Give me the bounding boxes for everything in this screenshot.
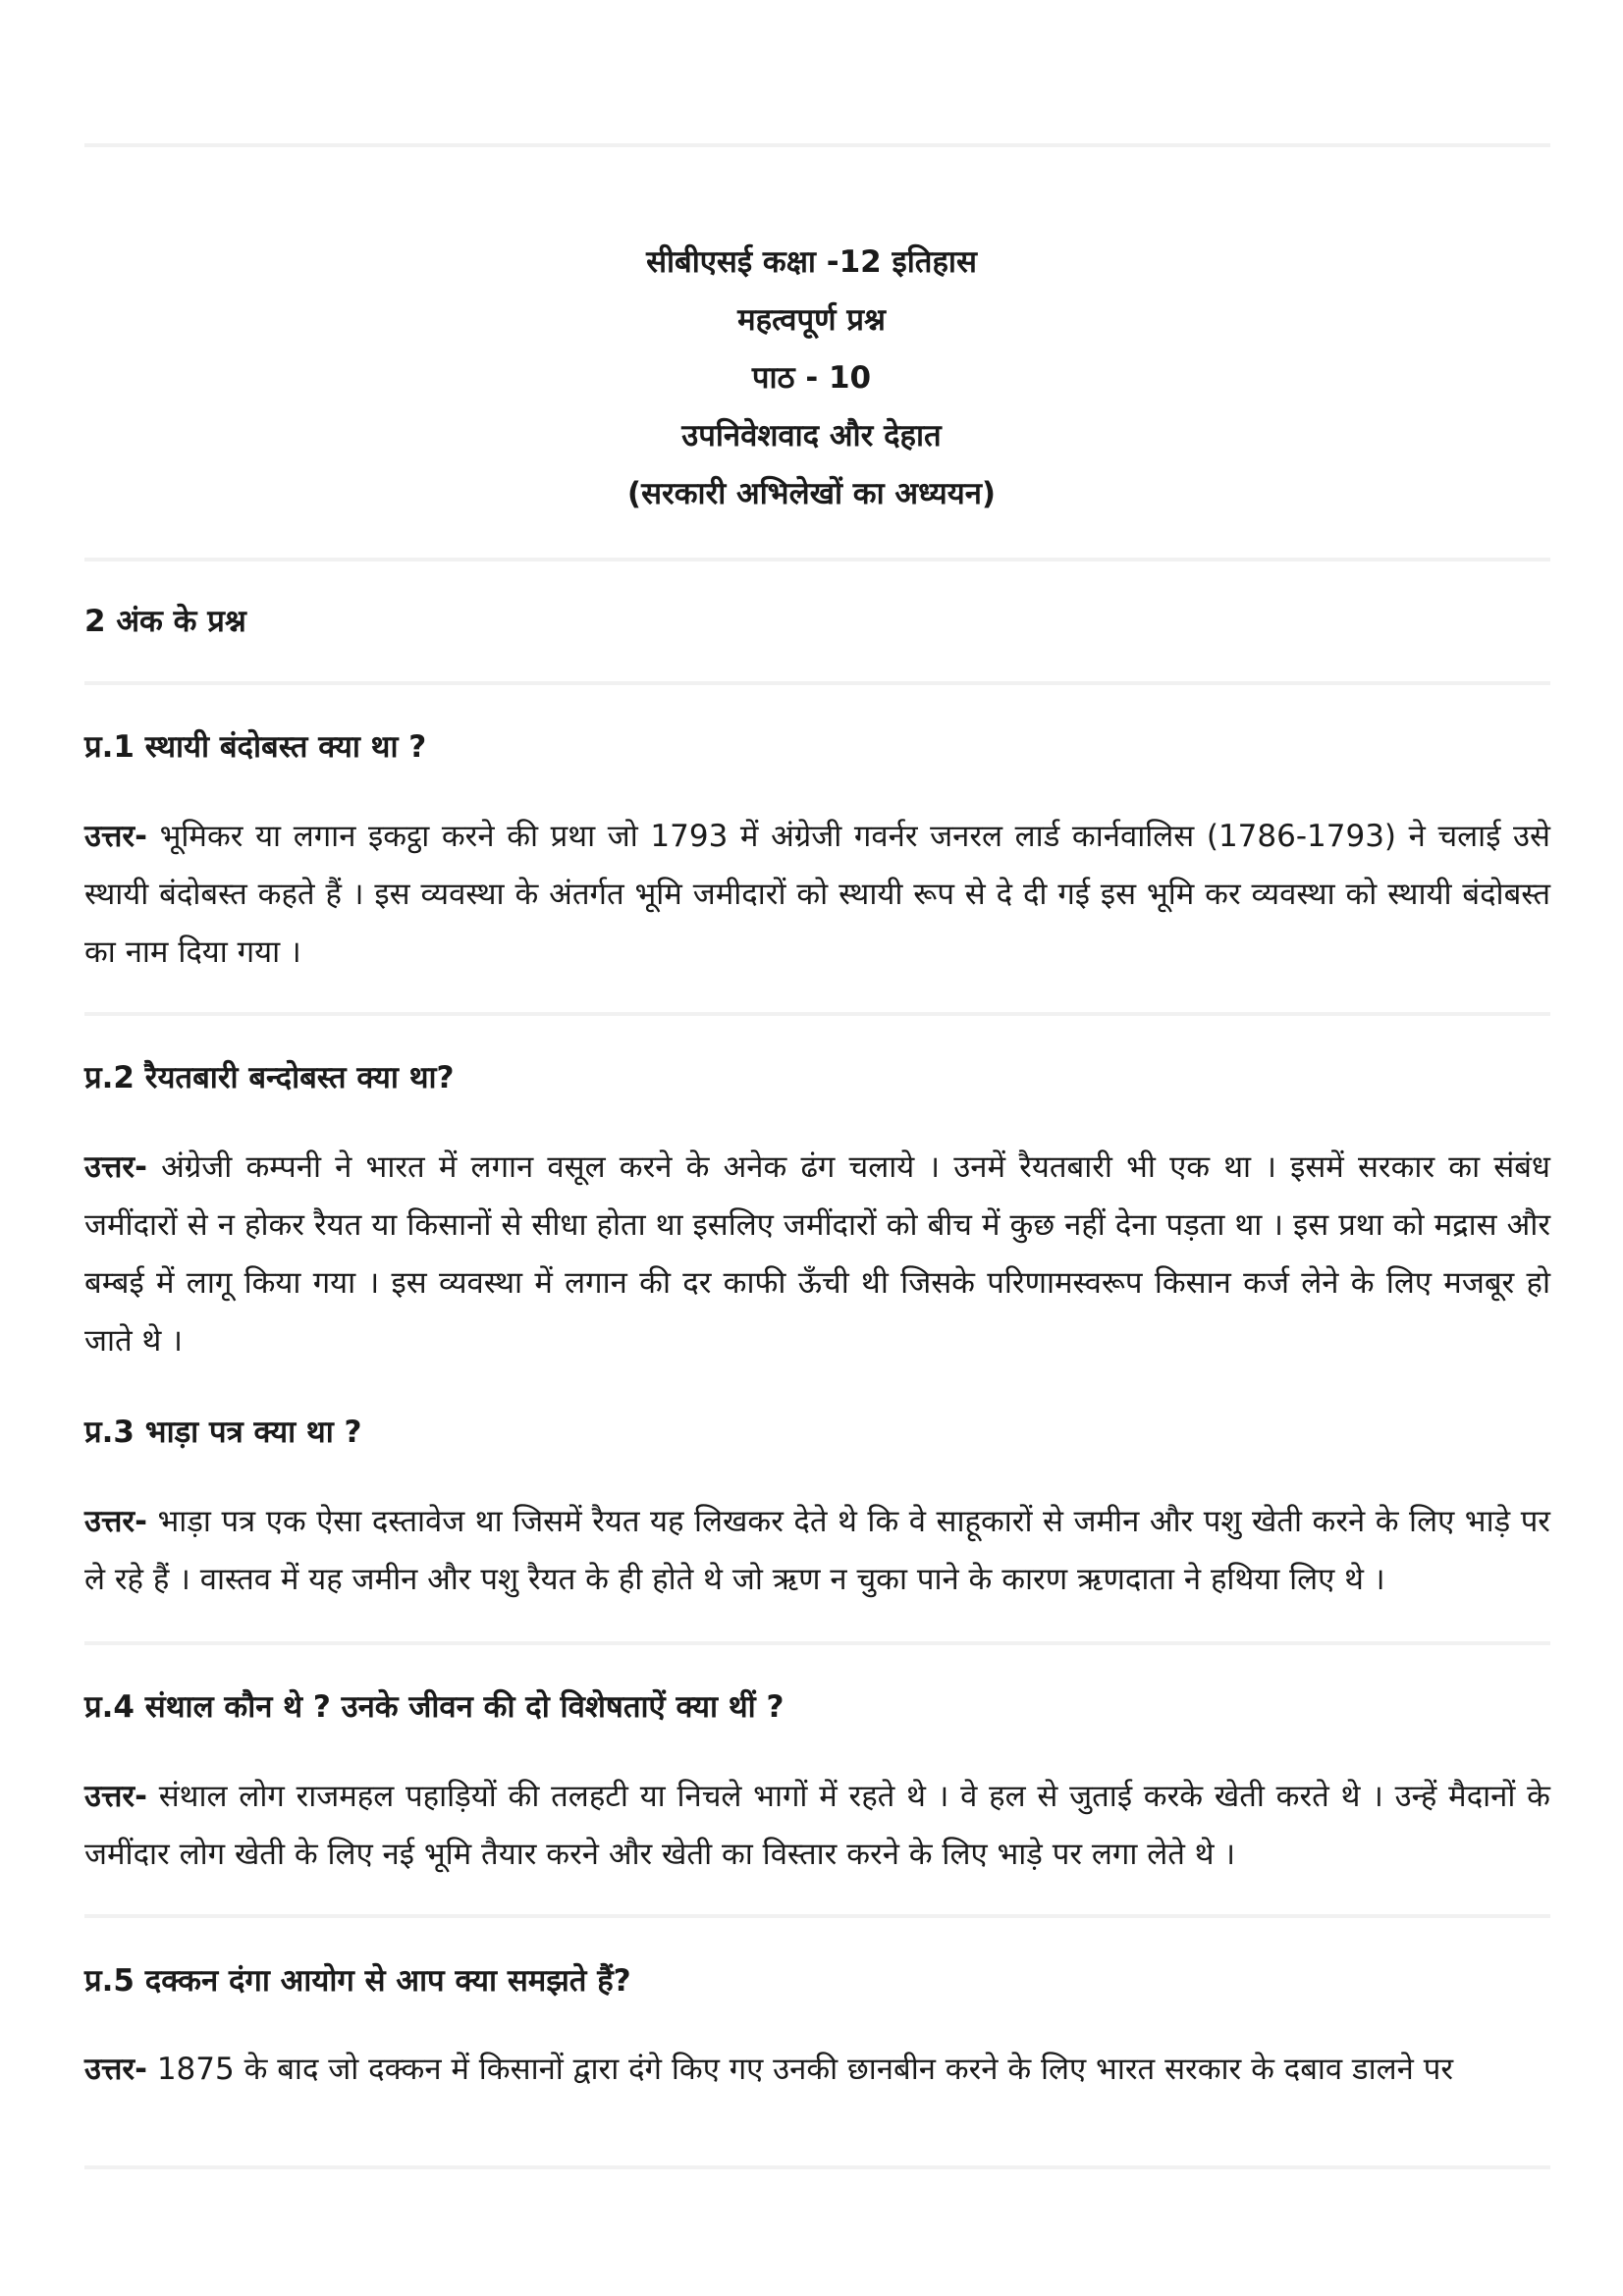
divider	[84, 681, 1550, 685]
answer-label: उत्तर-	[84, 2052, 147, 2087]
answer-4	[84, 1768, 1550, 1884]
question-4: प्र.4 संथाल कौन थे ? उनके जीवन की दो विशेषताऐं क्या थीं ?	[84, 1689, 784, 1725]
chapter-number: पाठ - 10	[751, 360, 872, 396]
question-1: प्र.1 स्थायी बंदोबस्त क्या था ?	[84, 729, 427, 765]
answer-label: उत्तर-	[84, 1504, 147, 1539]
divider	[84, 558, 1550, 561]
answer-1	[84, 808, 1550, 982]
question-3: प्र.3 भाड़ा पत्र क्या था ?	[84, 1415, 362, 1450]
answer-text: भाड़ा पत्र एक ऐसा दस्तावेज था जिसमें रैयत यह लिखकर देते थे कि वे साहूकारों से जमीन और पशु खेती करने के लिए भाड़े पर ले रहे हैं । वास्तव में यह जमीन और पशु रैयत के ही होते थे जो ऋण न चुका पाने के कारण ऋणदाता ने हथिया लिए थे ।	[84, 1504, 1550, 1597]
divider	[84, 1012, 1550, 1016]
divider	[84, 1641, 1550, 1645]
board-class-subject: सीबीएसई कक्षा -12 इतिहास	[646, 244, 977, 280]
answer-label: उत्तर-	[84, 1149, 147, 1185]
chapter-title: उपनिवेशवाद और देहात	[681, 418, 942, 454]
chapter-subtitle: (सरकारी अभिलेखों का अध्ययन)	[626, 476, 997, 511]
answer-3	[84, 1493, 1550, 1609]
answer-text: अंग्रेजी कम्पनी ने भारत में लगान वसूल करने के अनेक ढंग चलाये । उनमें रैयतबारी भी एक था । इसमें सरकार का संबंध जमींदारों से न होकर रैयत या किसानों से सीधा होता था इसलिए जमींदारों को बीच में कुछ नहीं देना पड़ता था । इस प्रथा को मद्रास और बम्बई में लागू किया गया । इस व्यवस्था में लगान की दर काफी ऊँची थी जिसके परिणामस्वरूप किसान कर्ज लेने के लिए मजबूर हो जाते थे ।	[84, 1149, 1550, 1359]
answer-label: उत्तर-	[84, 819, 147, 854]
answer-text: भूमिकर या लगान इकट्ठा करने की प्रथा जो 1793 में अंग्रेजी गवर्नर जनरल लार्ड कार्नवालिस (1786-1793) ने चलाई उसे स्थायी बंदोबस्त कहते हैं । इस व्यवस्था के अंतर्गत भूमि जमीदारों को स्थायी रूप से दे दी गई इस भूमि कर व्यवस्था को स्थायी बंदोबस्त का नाम दिया गया ।	[84, 819, 1550, 970]
answer-2	[84, 1139, 1550, 1370]
question-5: प्र.5 दक्कन दंगा आयोग से आप क्या समझते हैं?	[84, 1963, 631, 1999]
answer-text: 1875 के बाद जो दक्कन में किसानों द्वारा दंगे किए गए उनकी छानबीन करने के लिए भारत सरकार के दबाव डालने पर	[146, 2052, 1453, 2087]
answer-text: संथाल लोग राजमहल पहाड़ियों की तलहटी या निचले भागों में रहते थे । वे हल से जुताई करके खेती करते थे । उन्हें मैदानों के जमींदार लोग खेती के लिए नई भूमि तैयार करने और खेती का विस्तार करने के लिए भाड़े पर लगा लेते थे ।	[84, 1779, 1550, 1872]
answer-5	[84, 2041, 1550, 2099]
divider	[84, 2165, 1550, 2169]
answer-label: उत्तर-	[84, 1779, 147, 1814]
title-block	[0, 234, 1623, 523]
divider	[84, 1914, 1550, 1918]
section-heading: 2 अंक के प्रश्न	[84, 604, 246, 639]
question-2: प्र.2 रैयतबारी बन्दोबस्त क्या था?	[84, 1060, 455, 1095]
important-questions-heading: महत्वपूर्ण प्रश्न	[737, 302, 886, 338]
divider	[84, 143, 1550, 147]
